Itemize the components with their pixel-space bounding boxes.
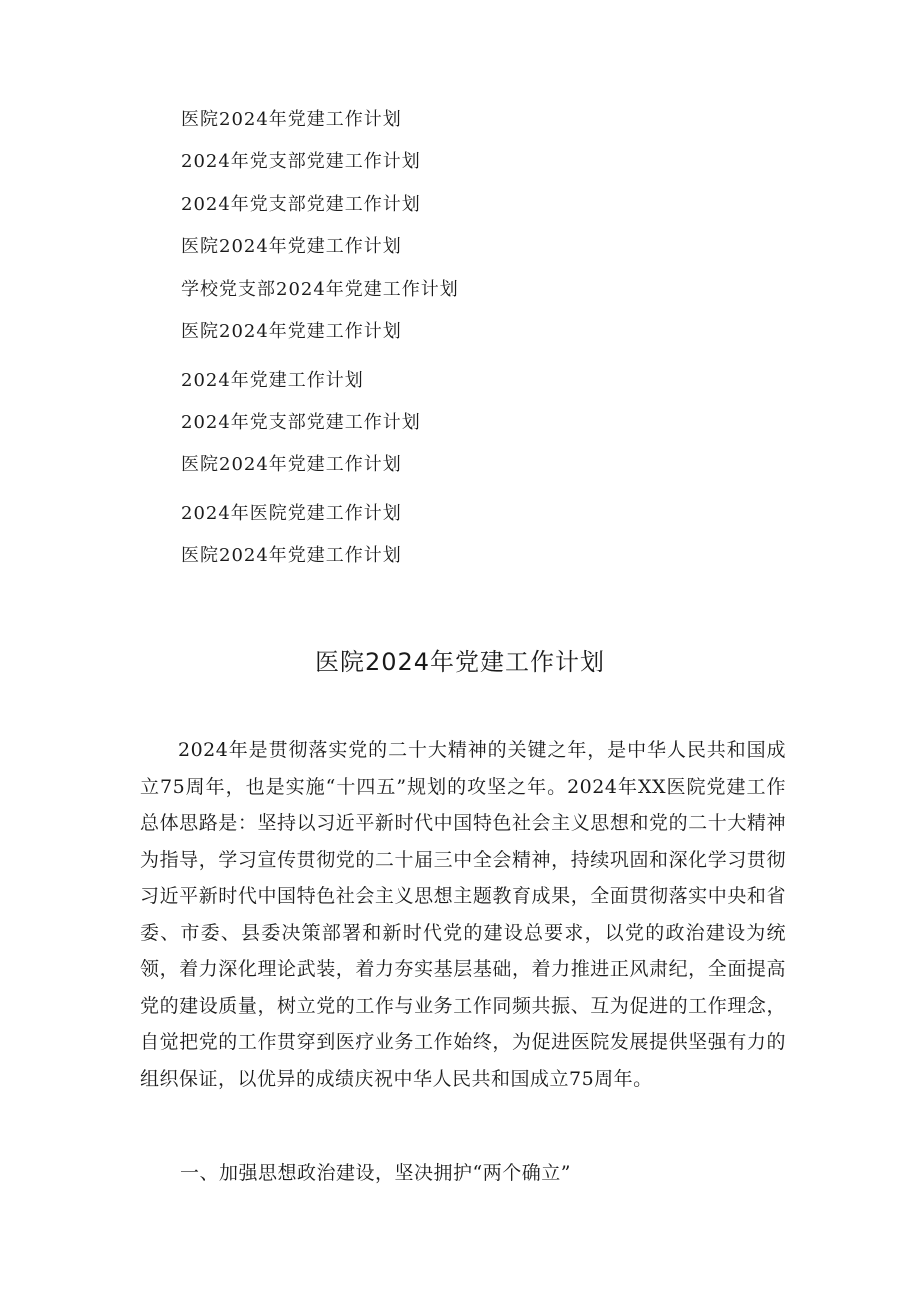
- toc-item[interactable]: 2024年党建工作计划: [181, 370, 364, 391]
- toc-item[interactable]: 医院2024年党建工作计划: [181, 321, 402, 342]
- toc-item[interactable]: 医院2024年党建工作计划: [181, 454, 402, 475]
- toc-item[interactable]: 医院2024年党建工作计划: [181, 109, 402, 130]
- toc-item[interactable]: 学校党支部2024年党建工作计划: [181, 279, 459, 300]
- intro-paragraph: 2024年是贯彻落实党的二十大精神的关键之年，是中华人民共和国成立75周年，也是实施“十四五”规划的攻坚之年。2024年XX医院党建工作总体思路是：坚持以习近平新时代中国特色社会主义思想和党的二十大精神为指导，学习宣传贯彻党的二十届三中全会精神，持续巩固和深化学习贯彻习近平新时代中国特色社会主义思想主题教育成果，全面贯彻落实中央和省委、市委、县委决策部署和新时代党的建设总要求，以党的政治建设为统领，着力深化理论武装，着力夯实基层基础，着力推进正风肃纪，全面提高党的建设质量，树立党的工作与业务工作同频共振、互为促进的工作理念，自觉把党的工作贯穿到医疗业务工作始终，为促进医院发展提供坚强有力的组织保证，以优异的成绩庆祝中华人民共和国成立75周年。: [140, 739, 786, 1090]
- toc-item[interactable]: 2024年党支部党建工作计划: [181, 194, 421, 215]
- toc-item[interactable]: 2024年医院党建工作计划: [181, 503, 402, 524]
- toc-item[interactable]: 2024年党支部党建工作计划: [181, 151, 421, 172]
- section-heading: 一、加强思想政治建设，坚决拥护“两个确立”: [180, 1162, 571, 1184]
- toc-item[interactable]: 2024年党支部党建工作计划: [181, 412, 421, 433]
- toc-item[interactable]: 医院2024年党建工作计划: [181, 545, 402, 566]
- document-title: 医院2024年党建工作计划: [314, 648, 606, 676]
- toc-item[interactable]: 医院2024年党建工作计划: [181, 236, 402, 257]
